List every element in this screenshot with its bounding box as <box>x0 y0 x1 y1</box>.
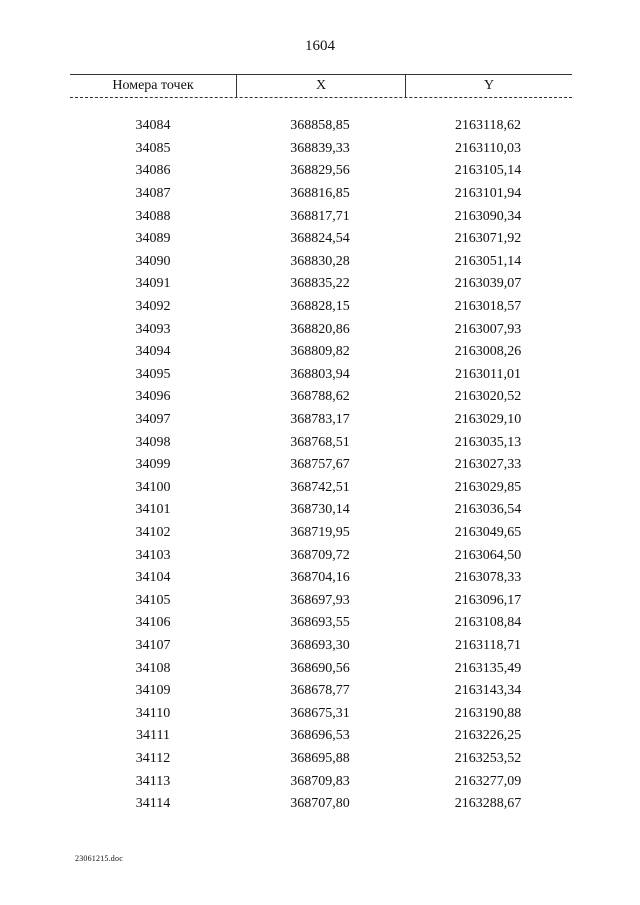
y-coordinate-cell: 2163253,52 <box>454 750 522 766</box>
table-row <box>70 589 572 612</box>
table-row <box>70 296 572 319</box>
table-row <box>70 273 572 296</box>
x-coordinate-cell: 368803,94 <box>290 366 350 382</box>
table-row <box>70 657 572 680</box>
y-coordinate-cell: 2163036,54 <box>454 502 522 518</box>
point-number-cell: 34094 <box>135 344 171 360</box>
x-coordinate-cell: 368816,85 <box>290 186 350 202</box>
table-row <box>70 160 572 183</box>
x-coordinate-cell: 368835,22 <box>290 276 350 292</box>
table-row <box>70 725 572 748</box>
y-coordinate-cell: 2163007,93 <box>454 321 522 337</box>
header-point-numbers: Номера точек <box>70 75 237 97</box>
y-coordinate-cell: 2163018,57 <box>454 299 522 315</box>
point-number-cell: 34113 <box>135 773 171 789</box>
y-coordinate-cell: 2163226,25 <box>454 728 522 744</box>
table-row <box>70 228 572 251</box>
page-number: 1604 <box>305 38 335 54</box>
x-coordinate-cell: 368709,83 <box>290 773 350 789</box>
y-coordinate-cell: 2163029,85 <box>454 479 522 495</box>
table-row <box>70 183 572 206</box>
table-row <box>70 635 572 658</box>
point-number-cell: 34086 <box>135 163 171 179</box>
point-number-cell: 34096 <box>135 389 171 405</box>
point-number-cell: 34104 <box>135 570 171 586</box>
table-row <box>70 680 572 703</box>
point-number-cell: 34085 <box>135 140 171 156</box>
table-row <box>70 386 572 409</box>
point-number-cell: 34111 <box>136 728 170 744</box>
y-coordinate-cell: 2163110,03 <box>455 140 521 156</box>
point-number-cell: 34088 <box>135 208 171 224</box>
point-number-cell: 34101 <box>135 502 171 518</box>
x-coordinate-cell: 368858,85 <box>290 118 350 134</box>
x-coordinate-cell: 368709,72 <box>290 547 350 563</box>
y-coordinate-cell: 2163105,14 <box>454 163 522 179</box>
y-coordinate-cell: 2163096,17 <box>454 592 522 608</box>
table-row <box>70 205 572 228</box>
point-number-cell: 34114 <box>135 796 171 812</box>
table-row <box>70 251 572 274</box>
y-coordinate-cell: 2163035,13 <box>454 434 522 450</box>
y-coordinate-cell: 2163190,88 <box>454 705 522 721</box>
table-row <box>70 522 572 545</box>
table-row <box>70 318 572 341</box>
point-number-cell: 34090 <box>135 253 171 269</box>
point-number-cell: 34110 <box>135 705 171 721</box>
table-row <box>70 138 572 161</box>
point-number-cell: 34112 <box>135 750 171 766</box>
x-coordinate-cell: 368828,15 <box>290 299 350 315</box>
point-number-cell: 34108 <box>135 660 171 676</box>
table-row <box>70 454 572 477</box>
header-y: Y <box>483 78 495 93</box>
y-coordinate-cell: 2163078,33 <box>454 570 522 586</box>
y-coordinate-cell: 2163011,01 <box>455 366 521 382</box>
point-number-cell: 34107 <box>135 637 171 653</box>
table-row <box>70 115 572 138</box>
x-coordinate-cell: 368693,30 <box>290 637 350 653</box>
footer-filename: 23061215.doc <box>75 854 123 863</box>
x-coordinate-cell: 368820,86 <box>290 321 350 337</box>
y-coordinate-cell: 2163277,09 <box>454 773 522 789</box>
point-number-cell: 34098 <box>135 434 171 450</box>
x-coordinate-cell: 368830,28 <box>290 253 350 269</box>
table-row <box>70 567 572 590</box>
point-number-cell: 34106 <box>135 615 171 631</box>
y-coordinate-cell: 2163029,10 <box>454 412 522 428</box>
table-row <box>70 748 572 771</box>
point-number-cell: 34109 <box>135 683 171 699</box>
x-coordinate-cell: 368678,77 <box>290 683 350 699</box>
x-coordinate-cell: 368824,54 <box>290 231 350 247</box>
x-coordinate-cell: 368697,93 <box>290 592 350 608</box>
table-row <box>70 612 572 635</box>
point-number-cell: 34087 <box>135 186 171 202</box>
y-coordinate-cell: 2163008,26 <box>454 344 522 360</box>
table-row <box>70 499 572 522</box>
table-row <box>70 793 572 816</box>
table-row <box>70 544 572 567</box>
point-number-cell: 34103 <box>135 547 171 563</box>
y-coordinate-cell: 2163039,07 <box>454 276 522 292</box>
x-coordinate-cell: 368675,31 <box>290 705 350 721</box>
y-coordinate-cell: 2163118,71 <box>455 637 521 653</box>
y-coordinate-cell: 2163090,34 <box>454 208 522 224</box>
y-coordinate-cell: 2163101,94 <box>454 186 522 202</box>
point-number-cell: 34084 <box>135 118 171 134</box>
point-number-cell: 34089 <box>135 231 171 247</box>
x-coordinate-cell: 368817,71 <box>290 208 350 224</box>
y-coordinate-cell: 2163108,84 <box>454 615 522 631</box>
table-row <box>70 409 572 432</box>
point-number-cell: 34099 <box>135 457 171 473</box>
x-coordinate-cell: 368704,16 <box>290 570 350 586</box>
table-header <box>70 74 572 98</box>
point-number-cell: 34097 <box>135 412 171 428</box>
point-number-cell: 34102 <box>135 524 171 540</box>
table-row <box>70 431 572 454</box>
coordinates-table-body <box>70 115 572 815</box>
y-coordinate-cell: 2163118,62 <box>455 118 521 134</box>
y-coordinate-cell: 2163027,33 <box>454 457 522 473</box>
y-coordinate-cell: 2163135,49 <box>454 660 522 676</box>
header-x: X <box>237 75 406 97</box>
x-coordinate-cell: 368829,56 <box>290 163 350 179</box>
y-coordinate-cell: 2163051,14 <box>454 253 522 269</box>
x-coordinate-cell: 368730,14 <box>290 502 350 518</box>
x-coordinate-cell: 368783,17 <box>290 412 350 428</box>
point-number-cell: 34095 <box>135 366 171 382</box>
y-coordinate-cell: 2163020,52 <box>454 389 522 405</box>
x-coordinate-cell: 368695,88 <box>290 750 350 766</box>
table-row <box>70 770 572 793</box>
x-coordinate-cell: 368757,67 <box>290 457 350 473</box>
x-coordinate-cell: 368788,62 <box>290 389 350 405</box>
y-coordinate-cell: 2163288,67 <box>454 796 522 812</box>
y-coordinate-cell: 2163049,65 <box>454 524 522 540</box>
x-coordinate-cell: 368809,82 <box>290 344 350 360</box>
x-coordinate-cell: 368696,53 <box>290 728 350 744</box>
x-coordinate-cell: 368690,56 <box>290 660 350 676</box>
point-number-cell: 34093 <box>135 321 171 337</box>
y-coordinate-cell: 2163071,92 <box>454 231 522 247</box>
table-row <box>70 477 572 500</box>
point-number-cell: 34105 <box>135 592 171 608</box>
x-coordinate-cell: 368719,95 <box>290 524 350 540</box>
x-coordinate-cell: 368768,51 <box>290 434 350 450</box>
point-number-cell: 34100 <box>135 479 171 495</box>
x-coordinate-cell: 368839,33 <box>290 140 350 156</box>
x-coordinate-cell: 368693,55 <box>290 615 350 631</box>
point-number-cell: 34091 <box>135 276 171 292</box>
y-coordinate-cell: 2163143,34 <box>454 683 522 699</box>
table-row <box>70 702 572 725</box>
x-coordinate-cell: 368742,51 <box>290 479 350 495</box>
y-coordinate-cell: 2163064,50 <box>454 547 522 563</box>
table-row <box>70 341 572 364</box>
x-coordinate-cell: 368707,80 <box>290 796 350 812</box>
point-number-cell: 34092 <box>135 299 171 315</box>
table-row <box>70 364 572 387</box>
